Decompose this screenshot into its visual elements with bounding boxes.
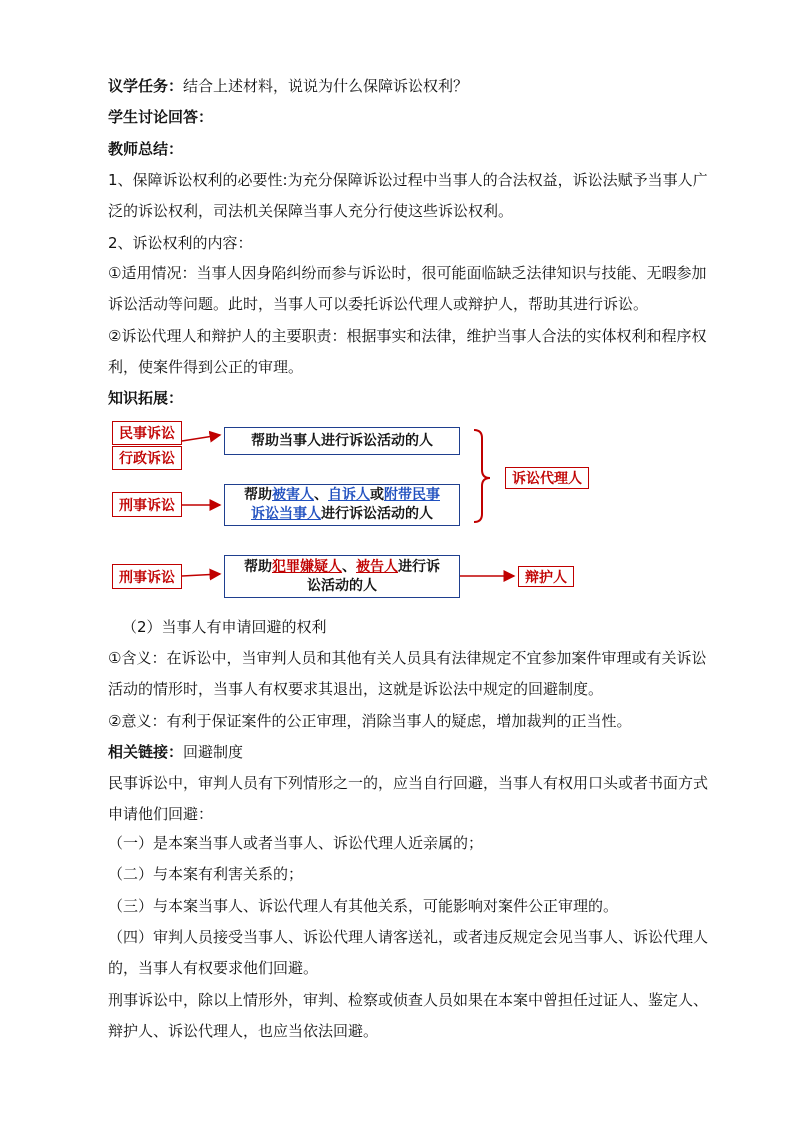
- list-item: （三）与本案当事人、诉讼代理人有其他关系，可能影响对案件公正审理的。: [108, 897, 619, 915]
- section-2-title: （2）当事人有申请回避的权利: [122, 618, 327, 636]
- right-brace: [474, 430, 490, 522]
- point-1: 1、保障诉讼权利的必要性:为充分保障诉讼过程中当事人的合法权益，诉讼法赋予当事人广泛的诉讼权利，司法机关保障当事人充分行使这些诉讼权利。: [108, 171, 708, 220]
- list-item: （二）与本案有利害关系的；: [108, 865, 304, 883]
- teacher-summary-label: 教师总结：: [108, 140, 184, 158]
- knowledge-label: 知识拓展：: [108, 389, 184, 407]
- defender-role-box: [224, 555, 460, 598]
- box2-text: 或: [370, 487, 384, 503]
- civil-litigation-box: 民事诉讼: [112, 421, 182, 445]
- student-answer-label: 学生讨论回答：: [108, 108, 214, 126]
- defender-box: 辩护人: [518, 566, 574, 587]
- task-line: [108, 76, 468, 96]
- victim-highlight: 被害人: [272, 487, 314, 503]
- box2-text: 帮助: [244, 487, 272, 503]
- civil-party-highlight: 诉讼当事人: [251, 506, 321, 522]
- related-link-label: 相关链接：: [108, 743, 184, 761]
- arrow-criminal-defender: [182, 574, 220, 576]
- task-label: 议学任务：: [108, 77, 184, 95]
- private-prosecutor-highlight: 自诉人: [328, 487, 370, 503]
- arrow-civil: [182, 435, 220, 441]
- section-2-a: ①含义：在诉讼中，当审判人员和其他有关人员具有法律规定不宜参加案件审理或有关诉讼活动的情形时，当事人有权要求其退出，这就是诉讼法中规定的回避制度。: [108, 649, 707, 698]
- criminal-litigation-box: 刑事诉讼: [112, 492, 182, 517]
- defendant-highlight: 被告人: [356, 558, 398, 575]
- civil-party-highlight: 附带民事: [384, 487, 440, 503]
- administrative-litigation-box: 行政诉讼: [112, 446, 182, 470]
- civil-intro: 民事诉讼中，审判人员有下列情形之一的，应当自行回避，当事人有权用口头或者书面方式申请他们回避：: [108, 774, 709, 823]
- list-item: （四）审判人员接受当事人、诉讼代理人请客送礼，或者违反规定会见当事人、诉讼代理人的，当事人有权要求他们回避。: [108, 928, 709, 977]
- box3-text: 帮助: [244, 558, 272, 575]
- list-item: （一）是本案当事人或者当事人、诉讼代理人近亲属的；: [108, 834, 484, 852]
- agent-role-box-criminal: [224, 484, 460, 526]
- point-2-b: ②诉讼代理人和辩护人的主要职责：根据事实和法律，维护当事人合法的实体权利和程序权利，使案件得到公正的审理。: [108, 327, 707, 376]
- criminal-text: 刑事诉讼中，除以上情形外，审判、检察或侦查人员如果在本案中曾担任过证人、鉴定人、辩护人、诉讼代理人，也应当依法回避。: [108, 991, 709, 1040]
- point-2: 2、诉讼权利的内容：: [108, 234, 253, 252]
- suspect-highlight: 犯罪嫌疑人: [272, 558, 342, 575]
- task-text: 结合上述材料，说说为什么保障诉讼权利？: [183, 77, 469, 95]
- criminal-litigation-box: 刑事诉讼: [112, 564, 182, 589]
- box2-text: 进行诉讼活动的人: [321, 506, 433, 522]
- box2-text: 、: [314, 487, 328, 503]
- related-link-line: [108, 742, 243, 762]
- related-link-text: 回避制度: [183, 743, 244, 761]
- point-2-a: ①适用情况：当事人因身陷纠纷而参与诉讼时，很可能面临缺乏法律知识与技能、无暇参加诉讼活动等问题。此时，当事人可以委托诉讼代理人或辩护人，帮助其进行诉讼。: [108, 264, 707, 313]
- litigation-agent-box: 诉讼代理人: [505, 467, 589, 489]
- box3-text: 讼活动的人: [307, 577, 377, 594]
- box3-text: 、: [342, 558, 356, 575]
- box3-text: 进行诉: [398, 558, 440, 575]
- agent-role-box-civil: 帮助当事人进行诉讼活动的人: [224, 427, 460, 455]
- section-2-b: ②意义：有利于保证案件的公正审理，消除当事人的疑虑，增加裁判的正当性。: [108, 712, 632, 730]
